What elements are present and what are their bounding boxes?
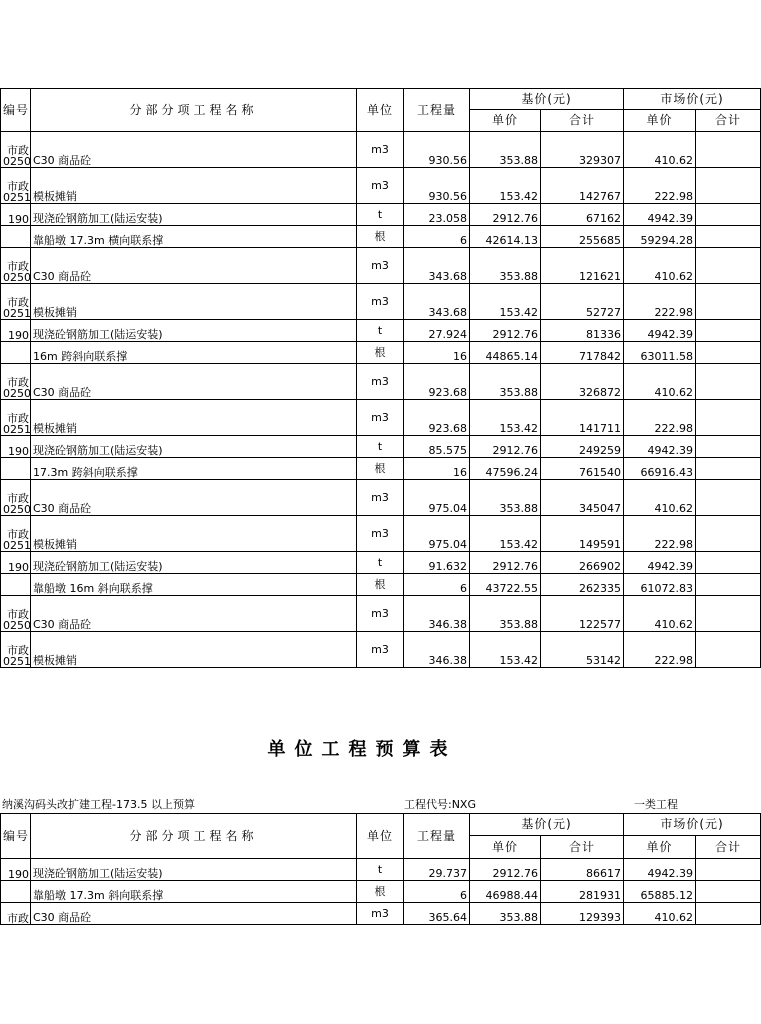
- cell-unit: t: [357, 859, 404, 881]
- cell-base-unit-price: 153.42: [470, 168, 541, 204]
- cell-unit: 根: [357, 881, 404, 903]
- cell-unit: t: [357, 320, 404, 342]
- cell-quantity: 346.38: [404, 596, 470, 632]
- cell-base-unit-price: 353.88: [470, 248, 541, 284]
- code-prefix: 市政: [7, 912, 29, 925]
- cell-market-unit-price: 410.62: [624, 903, 696, 925]
- cell-name: 模板摊销: [31, 168, 357, 204]
- header-base-total: 合计: [541, 836, 624, 859]
- code-number: 190: [8, 329, 29, 342]
- cell-quantity: 6: [404, 881, 470, 903]
- code-prefix: 市政: [7, 492, 29, 505]
- code-number: 190: [8, 868, 29, 881]
- cell-quantity: 365.64: [404, 903, 470, 925]
- cell-name: 17.3m 跨斜向联系撑: [31, 458, 357, 480]
- cell-quantity: 343.68: [404, 284, 470, 320]
- header-market-total: 合计: [696, 836, 761, 859]
- page-title: 单位工程预算表: [267, 739, 457, 760]
- cell-name: 模板摊销: [31, 400, 357, 436]
- table-row: [1, 596, 761, 632]
- cell-base-total: 345047: [541, 480, 624, 516]
- cell-unit: 根: [357, 574, 404, 596]
- cell-code: [1, 516, 31, 552]
- table-row: [1, 226, 761, 248]
- code-number: 0251: [3, 191, 31, 204]
- cell-base-unit-price: 2912.76: [470, 320, 541, 342]
- code-number: 190: [8, 213, 29, 226]
- cell-unit: m3: [357, 632, 404, 668]
- table-row: [1, 400, 761, 436]
- table-row: [1, 168, 761, 204]
- cell-code: [1, 226, 31, 248]
- header-market-total: 合计: [696, 110, 761, 132]
- cell-name: 模板摊销: [31, 516, 357, 552]
- cell-name: C30 商品砼: [31, 480, 357, 516]
- cell-market-unit-price: 4942.39: [624, 320, 696, 342]
- cell-code: [1, 436, 31, 458]
- cell-name: 现浇砼钢筋加工(陆运安装): [31, 859, 357, 881]
- cell-base-unit-price: 353.88: [470, 480, 541, 516]
- header-market-price: 市场价(元): [624, 89, 761, 110]
- cell-base-unit-price: 2912.76: [470, 436, 541, 458]
- table-row: [1, 204, 761, 226]
- cell-base-total: 122577: [541, 596, 624, 632]
- cell-name: 模板摊销: [31, 632, 357, 668]
- cell-code: [1, 632, 31, 668]
- cell-name: C30 商品砼: [31, 596, 357, 632]
- cell-base-unit-price: 42614.13: [470, 226, 541, 248]
- cell-unit: 根: [357, 342, 404, 364]
- code-prefix: 市政: [7, 608, 29, 621]
- table-row: [1, 859, 761, 881]
- cell-unit: m3: [357, 596, 404, 632]
- code-prefix: 市政: [7, 528, 29, 541]
- cell-market-total: [696, 480, 761, 516]
- cell-base-total: 53142: [541, 632, 624, 668]
- code-prefix: 市政: [7, 180, 29, 193]
- cell-base-total: 141711: [541, 400, 624, 436]
- cell-market-total: [696, 364, 761, 400]
- cell-quantity: 85.575: [404, 436, 470, 458]
- cell-market-unit-price: 66916.43: [624, 458, 696, 480]
- cell-quantity: 923.68: [404, 364, 470, 400]
- cell-quantity: 91.632: [404, 552, 470, 574]
- header-qty: 工程量: [404, 89, 470, 132]
- cell-quantity: 346.38: [404, 632, 470, 668]
- cell-quantity: 923.68: [404, 400, 470, 436]
- header-code: 编号: [1, 89, 31, 132]
- code-prefix: 市政: [7, 144, 29, 157]
- cell-base-total: 262335: [541, 574, 624, 596]
- cell-base-total: 326872: [541, 364, 624, 400]
- table-row: [1, 320, 761, 342]
- header-name: 分部分项工程名称: [31, 814, 357, 859]
- cell-market-total: [696, 284, 761, 320]
- cell-quantity: 343.68: [404, 248, 470, 284]
- project-category: 一类工程: [634, 798, 678, 811]
- cell-base-unit-price: 46988.44: [470, 881, 541, 903]
- cell-base-unit-price: 153.42: [470, 632, 541, 668]
- cell-market-total: [696, 903, 761, 925]
- cell-code: [1, 132, 31, 168]
- cell-code: [1, 574, 31, 596]
- cell-base-total: 67162: [541, 204, 624, 226]
- cell-code: [1, 364, 31, 400]
- budget-table-top: [0, 88, 761, 668]
- table-row: [1, 342, 761, 364]
- project-name: 纳溪沟码头改扩建工程-173.5 以上预算: [2, 798, 195, 811]
- table-row: [1, 132, 761, 168]
- cell-quantity: 27.924: [404, 320, 470, 342]
- cell-market-total: [696, 596, 761, 632]
- cell-unit: m3: [357, 480, 404, 516]
- cell-unit: t: [357, 436, 404, 458]
- cell-base-total: 255685: [541, 226, 624, 248]
- cell-name: 16m 跨斜向联系撑: [31, 342, 357, 364]
- cell-quantity: 975.04: [404, 516, 470, 552]
- cell-name: 靠船墩 16m 斜向联系撑: [31, 574, 357, 596]
- cell-market-total: [696, 859, 761, 881]
- cell-market-total: [696, 574, 761, 596]
- cell-base-total: 329307: [541, 132, 624, 168]
- cell-market-unit-price: 4942.39: [624, 436, 696, 458]
- cell-name: 现浇砼钢筋加工(陆运安装): [31, 552, 357, 574]
- cell-unit: m3: [357, 516, 404, 552]
- header-base-total: 合计: [541, 110, 624, 132]
- table-row: [1, 516, 761, 552]
- cell-market-total: [696, 132, 761, 168]
- cell-base-unit-price: 44865.14: [470, 342, 541, 364]
- cell-market-total: [696, 436, 761, 458]
- cell-base-total: 81336: [541, 320, 624, 342]
- cell-code: [1, 458, 31, 480]
- cell-base-total: 121621: [541, 248, 624, 284]
- cell-market-total: [696, 248, 761, 284]
- cell-unit: t: [357, 204, 404, 226]
- cell-name: C30 商品砼: [31, 248, 357, 284]
- header-unit: 单位: [357, 89, 404, 132]
- code-prefix: 市政: [7, 644, 29, 657]
- code-number: 0250: [3, 387, 31, 400]
- code-prefix: 市政: [7, 296, 29, 309]
- cell-base-unit-price: 2912.76: [470, 552, 541, 574]
- header-market-unit-price: 单价: [624, 836, 696, 859]
- cell-unit: m3: [357, 364, 404, 400]
- header-name: 分部分项工程名称: [31, 89, 357, 132]
- cell-market-total: [696, 400, 761, 436]
- cell-code: [1, 596, 31, 632]
- cell-unit: m3: [357, 132, 404, 168]
- header-code: 编号: [1, 814, 31, 859]
- cell-unit: m3: [357, 284, 404, 320]
- cell-code: [1, 903, 31, 925]
- header-base-unit-price: 单价: [470, 110, 541, 132]
- cell-quantity: 29.737: [404, 859, 470, 881]
- cell-quantity: 930.56: [404, 168, 470, 204]
- cell-base-unit-price: 353.88: [470, 364, 541, 400]
- cell-market-unit-price: 410.62: [624, 596, 696, 632]
- table-row: [1, 436, 761, 458]
- code-prefix: 市政: [7, 376, 29, 389]
- cell-quantity: 16: [404, 342, 470, 364]
- cell-base-total: 52727: [541, 284, 624, 320]
- cell-code: [1, 881, 31, 903]
- code-number: 190: [8, 445, 29, 458]
- cell-base-unit-price: 153.42: [470, 284, 541, 320]
- cell-market-unit-price: 61072.83: [624, 574, 696, 596]
- cell-market-unit-price: 410.62: [624, 480, 696, 516]
- code-number: 0250: [3, 155, 31, 168]
- table-row: [1, 881, 761, 903]
- code-number: 190: [8, 561, 29, 574]
- code-number: 0250: [3, 503, 31, 516]
- cell-market-total: [696, 632, 761, 668]
- cell-quantity: 930.56: [404, 132, 470, 168]
- cell-market-unit-price: 222.98: [624, 400, 696, 436]
- header-base-price: 基价(元): [470, 89, 624, 110]
- cell-market-total: [696, 226, 761, 248]
- cell-unit: 根: [357, 226, 404, 248]
- cell-base-unit-price: 2912.76: [470, 859, 541, 881]
- cell-name: 现浇砼钢筋加工(陆运安装): [31, 320, 357, 342]
- cell-base-total: 149591: [541, 516, 624, 552]
- cell-market-total: [696, 516, 761, 552]
- header-market-price: 市场价(元): [624, 814, 761, 836]
- cell-market-unit-price: 222.98: [624, 516, 696, 552]
- cell-code: [1, 342, 31, 364]
- table-row: [1, 248, 761, 284]
- cell-base-unit-price: 47596.24: [470, 458, 541, 480]
- code-number: 0251: [3, 307, 31, 320]
- cell-unit: m3: [357, 248, 404, 284]
- cell-unit: 根: [357, 458, 404, 480]
- cell-market-unit-price: 410.62: [624, 248, 696, 284]
- cell-base-total: 86617: [541, 859, 624, 881]
- cell-unit: m3: [357, 903, 404, 925]
- cell-code: [1, 284, 31, 320]
- code-prefix: 市政: [7, 260, 29, 273]
- cell-name: 现浇砼钢筋加工(陆运安装): [31, 204, 357, 226]
- table-row: [1, 364, 761, 400]
- code-number: 0251: [3, 655, 31, 668]
- cell-market-total: [696, 168, 761, 204]
- cell-market-total: [696, 881, 761, 903]
- cell-name: 模板摊销: [31, 284, 357, 320]
- cell-name: 现浇砼钢筋加工(陆运安装): [31, 436, 357, 458]
- code-prefix: 市政: [7, 412, 29, 425]
- cell-code: [1, 552, 31, 574]
- cell-market-unit-price: 222.98: [624, 168, 696, 204]
- cell-base-total: 266902: [541, 552, 624, 574]
- cell-base-unit-price: 353.88: [470, 132, 541, 168]
- cell-code: [1, 400, 31, 436]
- cell-market-unit-price: 65885.12: [624, 881, 696, 903]
- cell-market-unit-price: 63011.58: [624, 342, 696, 364]
- cell-unit: m3: [357, 168, 404, 204]
- cell-base-unit-price: 153.42: [470, 400, 541, 436]
- table-row: [1, 552, 761, 574]
- cell-quantity: 23.058: [404, 204, 470, 226]
- header-unit: 单位: [357, 814, 404, 859]
- table-row: [1, 458, 761, 480]
- header-market-unit-price: 单价: [624, 110, 696, 132]
- code-number: 0250: [3, 619, 31, 632]
- cell-quantity: 6: [404, 226, 470, 248]
- cell-unit: m3: [357, 400, 404, 436]
- cell-base-total: 129393: [541, 903, 624, 925]
- cell-base-unit-price: 43722.55: [470, 574, 541, 596]
- cell-market-unit-price: 4942.39: [624, 204, 696, 226]
- table-row: [1, 574, 761, 596]
- cell-market-unit-price: 4942.39: [624, 552, 696, 574]
- cell-market-unit-price: 222.98: [624, 284, 696, 320]
- cell-quantity: 6: [404, 574, 470, 596]
- cell-name: C30 商品砼: [31, 364, 357, 400]
- cell-name: 靠船墩 17.3m 横向联系撑: [31, 226, 357, 248]
- cell-market-unit-price: 4942.39: [624, 859, 696, 881]
- cell-code: [1, 480, 31, 516]
- cell-unit: t: [357, 552, 404, 574]
- cell-base-total: 142767: [541, 168, 624, 204]
- cell-code: [1, 248, 31, 284]
- table-row: [1, 284, 761, 320]
- cell-code: [1, 859, 31, 881]
- cell-market-unit-price: 59294.28: [624, 226, 696, 248]
- cell-base-unit-price: 153.42: [470, 516, 541, 552]
- cell-market-total: [696, 342, 761, 364]
- cell-base-total: 281931: [541, 881, 624, 903]
- code-number: 0251: [3, 423, 31, 436]
- header-base-unit-price: 单价: [470, 836, 541, 859]
- header-base-price: 基价(元): [470, 814, 624, 836]
- table-row: [1, 480, 761, 516]
- cell-market-total: [696, 458, 761, 480]
- cell-code: [1, 320, 31, 342]
- cell-market-unit-price: 410.62: [624, 364, 696, 400]
- cell-base-unit-price: 353.88: [470, 903, 541, 925]
- cell-quantity: 16: [404, 458, 470, 480]
- cell-market-total: [696, 320, 761, 342]
- code-number: 0251: [3, 539, 31, 552]
- cell-code: [1, 204, 31, 226]
- cell-base-total: 717842: [541, 342, 624, 364]
- header-qty: 工程量: [404, 814, 470, 859]
- table-row: [1, 632, 761, 668]
- code-number: 0250: [3, 271, 31, 284]
- cell-code: [1, 168, 31, 204]
- cell-base-unit-price: 2912.76: [470, 204, 541, 226]
- cell-base-unit-price: 353.88: [470, 596, 541, 632]
- cell-base-total: 249259: [541, 436, 624, 458]
- table-row: [1, 903, 761, 925]
- project-code: 工程代号:NXG: [404, 798, 476, 811]
- cell-base-total: 761540: [541, 458, 624, 480]
- cell-market-total: [696, 552, 761, 574]
- cell-name: C30 商品砼: [31, 903, 357, 925]
- cell-name: 靠船墩 17.3m 斜向联系撑: [31, 881, 357, 903]
- cell-market-unit-price: 410.62: [624, 132, 696, 168]
- cell-market-total: [696, 204, 761, 226]
- budget-table-bottom: [0, 813, 761, 925]
- cell-quantity: 975.04: [404, 480, 470, 516]
- cell-name: C30 商品砼: [31, 132, 357, 168]
- cell-market-unit-price: 222.98: [624, 632, 696, 668]
